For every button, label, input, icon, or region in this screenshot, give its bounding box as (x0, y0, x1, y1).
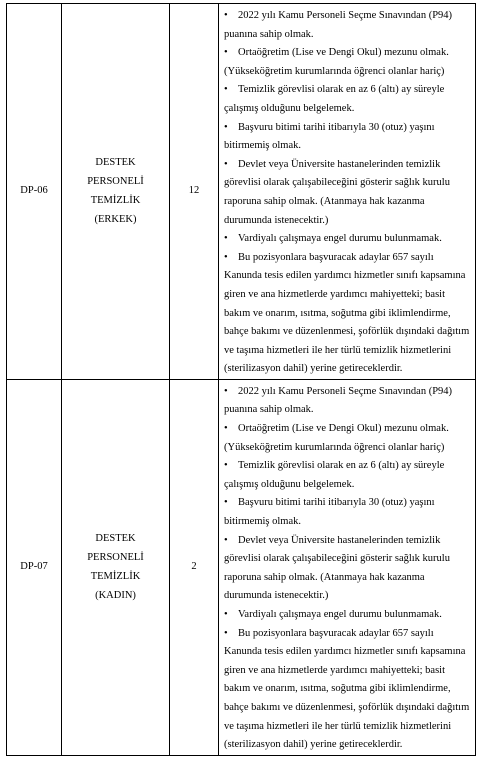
bullet-icon: • (224, 121, 228, 133)
requirement-item (224, 156, 471, 230)
requirement-text: Ortaöğretim (Lise ve Dengi Okul) mezunu olmak. (Yükseköğretim kurumlarında öğrenci olanlar hariç) (224, 423, 449, 453)
table-row (7, 4, 476, 380)
bullet-icon: • (224, 497, 228, 509)
requirement-item (224, 532, 471, 606)
bullet-icon: • (224, 627, 228, 639)
requirement-item (224, 7, 471, 44)
title-line: (ERKEK) (94, 214, 137, 226)
title-line: TEMİZLİK (90, 195, 141, 207)
requirement-item (224, 119, 471, 156)
position-count: 12 (170, 4, 219, 380)
requirement-item (224, 81, 471, 118)
requirement-text: Temizlik görevlisi olarak en az 6 (altı) ay süreyle çalışmış olduğunu belgelemek. (224, 460, 445, 490)
bullet-icon: • (224, 534, 228, 546)
requirement-item (224, 420, 471, 457)
requirement-item (224, 230, 471, 249)
title-line: PERSONELİ (87, 176, 144, 188)
position-title (62, 379, 170, 755)
bullet-icon: • (224, 158, 228, 170)
requirements-cell (219, 4, 476, 380)
requirement-text: Başvuru bitimi tarihi itibarıyla 30 (otuz) yaşını bitirmemiş olmak. (224, 497, 435, 528)
requirement-item (224, 457, 471, 494)
title-line: (KADIN) (95, 590, 136, 602)
requirement-text: Bu pozisyonlara başvuracak adaylar 657 sayılı Kanunda tesis edilen yardımcı hizmetler sınıfı kapsamına giren ve ana hizmetlerde yardımcı mahiyetteki; basit bakım ve onarım, ısıtma, soğutma gibi iklimlendirme, bahçe bakımı ve düzenlenmesi, şoförlük dışındaki dağıtım ve taşıma hizmetleri ile her türlü temizlik hizmetlerini (sterilizasyon dahil) yerine getireceklerdir. (224, 251, 470, 375)
title-line: DESTEK (95, 533, 136, 545)
position-code: DP-07 (7, 379, 62, 755)
title-line: DESTEK (95, 157, 136, 169)
position-code: DP-06 (7, 4, 62, 380)
title-line: PERSONELİ (87, 552, 144, 564)
requirement-text: 2022 yılı Kamu Personeli Seçme Sınavından (P94) puanına sahip olmak. (224, 10, 453, 40)
bullet-icon: • (224, 385, 228, 397)
title-line: TEMİZLİK (90, 571, 141, 583)
requirement-text: Bu pozisyonlara başvuracak adaylar 657 sayılı Kanunda tesis edilen yardımcı hizmetler sınıfı kapsamına giren ve ana hizmetlerde yardımcı mahiyetteki; basit bakım ve onarım, ısıtma, soğutma gibi iklimlendirme, bahçe bakımı ve düzenlenmesi, şoförlük dışındaki dağıtım ve taşıma hizmetleri ile her türlü temizlik hizmetlerini (sterilizasyon dahil) yerine getireceklerdir. (224, 627, 470, 751)
requirement-text: Devlet veya Üniversite hastanelerinden temizlik görevlisi olarak çalışabileceğini gösterir sağlık kurulu raporuna sahip olmak. (Atanmaya hak kazanma durumunda istenecektir.) (224, 158, 450, 226)
requirement-item (224, 44, 471, 81)
bullet-icon: • (224, 10, 228, 21)
requirement-item (224, 249, 471, 379)
bullet-icon: • (224, 251, 228, 263)
bullet-icon: • (224, 423, 228, 435)
requirement-item (224, 606, 471, 625)
bullet-icon: • (224, 460, 228, 472)
requirement-item (224, 625, 471, 755)
requirement-text: Temizlik görevlisi olarak en az 6 (altı) ay süreyle çalışmış olduğunu belgelemek. (224, 84, 445, 114)
requirement-item (224, 383, 471, 420)
bullet-icon: • (224, 233, 228, 245)
requirement-text: Ortaöğretim (Lise ve Dengi Okul) mezunu olmak. (Yükseköğretim kurumlarında öğrenci olanlar hariç) (224, 47, 449, 77)
requirement-text: Devlet veya Üniversite hastanelerinden temizlik görevlisi olarak çalışabileceğini gösterir sağlık kurulu raporuna sahip olmak. (Atanmaya hak kazanma durumunda istenecektir.) (224, 534, 450, 602)
bullet-icon: • (224, 84, 228, 96)
requirement-text: Başvuru bitimi tarihi itibarıyla 30 (otuz) yaşını bitirmemiş olmak. (224, 121, 435, 152)
requirement-text: Vardiyalı çalışmaya engel durumu bulunmamak. (238, 609, 442, 620)
requirement-text: Vardiyalı çalışmaya engel durumu bulunmamak. (238, 233, 442, 245)
position-title (62, 4, 170, 380)
bullet-icon: • (224, 609, 228, 620)
bullet-icon: • (224, 47, 228, 59)
table-row (7, 379, 476, 755)
positions-table (6, 3, 476, 756)
requirements-cell (219, 379, 476, 755)
requirement-text: 2022 yılı Kamu Personeli Seçme Sınavından (P94) puanına sahip olmak. (224, 385, 453, 416)
position-count: 2 (170, 379, 219, 755)
requirement-item (224, 494, 471, 531)
